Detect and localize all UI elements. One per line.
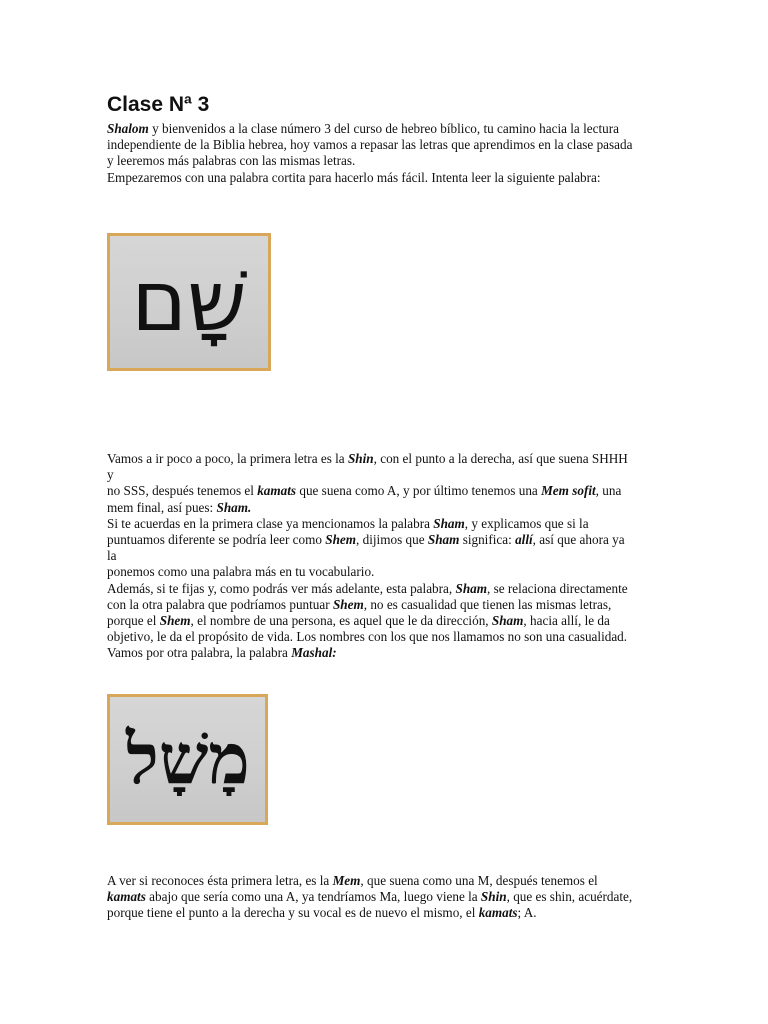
sham-glyph xyxy=(110,236,268,368)
mashal-glyph xyxy=(110,697,265,822)
mashal-word: מָשָׁל xyxy=(126,717,250,800)
explanation-paragraph: Vamos a ir poco a poco, la primera letra es la Shin, con el punto a la derecha, así que suena SHHH y no SSS, después tenemos el kamats que suena como A, y por último tenemos una Mem sofit, una mem final, así pues: Sham. Si te acuerdas en la primera clase ya mencionamos la palabra Sham, y explicamos que si la puntuamos diferente se podría leer como Shem, dijimos que Sham significa: allí, así que ahora ya la ponemos como una palabra más en tu vocabulario. Además, si te fijas y, como podrás ver más adelante, esta palabra, Sham, se relaciona directamente con la otra palabra que podríamos puntuar Shem, no es casualidad que tienen las mismas letras, porque el Shem, el nombre de una persona, es aquel que le da dirección, Sham, hacia allí, le da objetivo, le da el propósito de vida. Los nombres con los que nos llamamos no son una casualidad. Vamos por otra palabra, la palabra Mashal: xyxy=(107,451,628,661)
hebrew-word-image-mashal xyxy=(107,694,268,825)
closing-paragraph: A ver si reconoces ésta primera letra, es la Mem, que suena como una M, después tenemos el kamats abajo que sería como una A, ya tendríamos Ma, luego viene la Shin, que es shin, acuérdate, porque tiene el punto a la derecha y su vocal es de nuevo el mismo, el kamats; A. xyxy=(107,873,633,921)
term-shalom: Shalom xyxy=(107,121,149,136)
intro-paragraph: Shalom y bienvenidos a la clase número 3 del curso de hebreo bíblico, tu camino hacia la lectura independiente de la Biblia hebrea, hoy vamos a repasar las letras que aprendimos en la clase pasada y leeremos más palabras con las mismas letras. Empezaremos con una palabra cortita para hacerlo más fácil. Intenta leer la siguiente palabra: xyxy=(107,121,633,185)
hebrew-word-image-sham xyxy=(107,233,271,371)
page-title: Clase Nª 3 xyxy=(107,93,210,116)
sham-word: שָׁם xyxy=(131,252,247,350)
